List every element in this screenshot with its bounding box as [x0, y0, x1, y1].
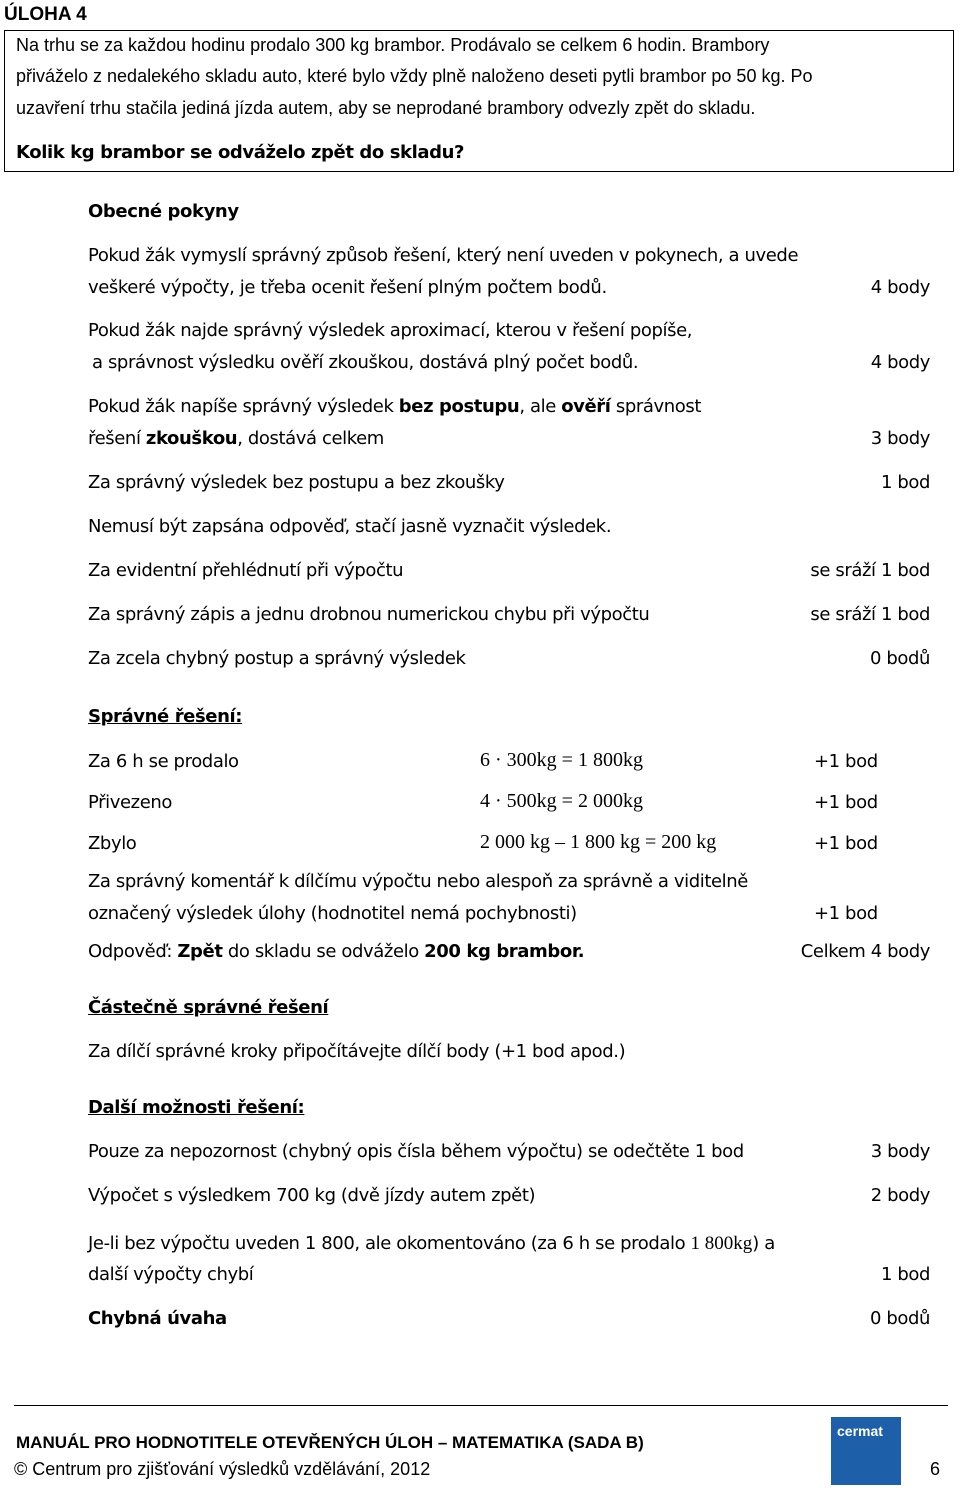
correct-heading: Správné řešení:	[88, 706, 243, 727]
task-heading: ÚLOHA 4	[4, 4, 87, 25]
solution-row-3-formula: 2 000 kg – 1 800 kg = 200 kg	[480, 831, 717, 853]
general-rule-1-points: 4 body	[870, 277, 930, 298]
other-4-points: 0 bodů	[869, 1308, 930, 1329]
general-rule-4-points: 1 bod	[880, 472, 930, 493]
solution-row-2-formula: 4 · 500kg = 2 000kg	[480, 790, 643, 812]
general-rule-1-line-2: veškeré výpočty, je třeba ocenit řešení plným počtem bodů.	[88, 277, 607, 298]
cermat-logo: cermat	[831, 1417, 901, 1485]
solution-row-3-label: Zbylo	[88, 833, 137, 854]
general-rule-4: Za správný výsledek bez postupu a bez zkoušky	[88, 472, 505, 493]
general-rule-2-line-2: a správnost výsledku ověří zkouškou, dostává plný počet bodů.	[92, 352, 639, 373]
footer-copyright: © Centrum pro zjišťování výsledků vzdělávání, 2012	[14, 1459, 431, 1479]
comment-line-2: označený výsledek úlohy (hodnotitel nemá pochybnosti)	[88, 903, 577, 924]
general-rule-2-line-1: Pokud žák najde správný výsledek aproximací, kterou v řešení popíše,	[88, 320, 693, 341]
answer-line: Odpověď: Zpět do skladu se odváželo 200 kg brambor.	[88, 941, 585, 962]
footer-rule	[14, 1405, 948, 1406]
partial-text: Za dílčí správné kroky připočítávejte dílčí body (+1 bod apod.)	[88, 1041, 626, 1062]
solution-row-1-formula: 6 · 300kg = 1 800kg	[480, 749, 643, 771]
general-rule-8-points: 0 bodů	[869, 648, 930, 669]
footer-title: MANUÁL PRO HODNOTITELE OTEVŘENÝCH ÚLOH – MATEMATIKA (SADA B)	[16, 1433, 644, 1452]
general-rule-3-line-2: řešení zkouškou, dostává celkem	[88, 428, 384, 449]
comment-points: +1 bod	[814, 903, 878, 924]
task-line-3: uzavření trhu stačila jediná jízda autem, aby se neprodané brambory odvezly zpět do skladu.	[16, 98, 756, 118]
other-4: Chybná úvaha	[88, 1308, 227, 1329]
general-rule-3-line-1: Pokud žák napíše správný výsledek bez postupu, ale ověří správnost	[88, 396, 702, 417]
general-heading: Obecné pokyny	[88, 201, 239, 222]
general-rule-6: Za evidentní přehlédnutí při výpočtu	[88, 560, 404, 581]
general-rule-6-points: se sráží 1 bod	[810, 560, 930, 581]
other-1: Pouze za nepozornost (chybný opis čísla během výpočtu) se odečtěte 1 bod	[88, 1141, 744, 1162]
general-rule-1-line-1: Pokud žák vymyslí správný způsob řešení, který není uveden v pokynech, a uvede	[88, 245, 799, 266]
other-2-points: 2 body	[870, 1185, 930, 1206]
solution-row-2-points: +1 bod	[814, 792, 878, 813]
other-3-line-1: Je-li bez výpočtu uveden 1 800, ale okomentováno (za 6 h se prodalo 1 800kg) a	[88, 1233, 775, 1254]
general-rule-2-points: 4 body	[870, 352, 930, 373]
other-3-points: 1 bod	[880, 1264, 930, 1285]
general-rule-7-points: se sráží 1 bod	[810, 604, 930, 625]
task-line-1: Na trhu se za každou hodinu prodalo 300 kg brambor. Prodávalo se celkem 6 hodin. Brambory	[16, 35, 770, 55]
total-points: Celkem 4 body	[800, 941, 930, 962]
other-3-line-2: další výpočty chybí	[88, 1264, 254, 1285]
partial-heading: Částečně správné řešení	[88, 997, 329, 1018]
solution-row-1-label: Za 6 h se prodalo	[88, 751, 239, 772]
general-rule-8: Za zcela chybný postup a správný výsledek	[88, 648, 466, 669]
general-rule-5: Nemusí být zapsána odpověď, stačí jasně vyznačit výsledek.	[88, 516, 612, 537]
page-number: 6	[930, 1459, 941, 1479]
solution-row-3-points: +1 bod	[814, 833, 878, 854]
other-2: Výpočet s výsledkem 700 kg (dvě jízdy autem zpět)	[88, 1185, 536, 1206]
task-question: Kolik kg brambor se odváželo zpět do skladu?	[16, 142, 465, 163]
general-rule-3-points: 3 body	[870, 428, 930, 449]
other-1-points: 3 body	[870, 1141, 930, 1162]
solution-row-2-label: Přivezeno	[88, 792, 173, 813]
general-rule-7: Za správný zápis a jednu drobnou numerickou chybu při výpočtu	[88, 604, 650, 625]
comment-line-1: Za správný komentář k dílčímu výpočtu nebo alespoň za správně a viditelně	[88, 871, 748, 892]
solution-row-1-points: +1 bod	[814, 751, 878, 772]
other-heading: Další možnosti řešení:	[88, 1097, 305, 1118]
task-line-2: přiváželo z nedalekého skladu auto, které bylo vždy plně naloženo deseti pytli brambor po 50 kg. Po	[16, 66, 813, 86]
